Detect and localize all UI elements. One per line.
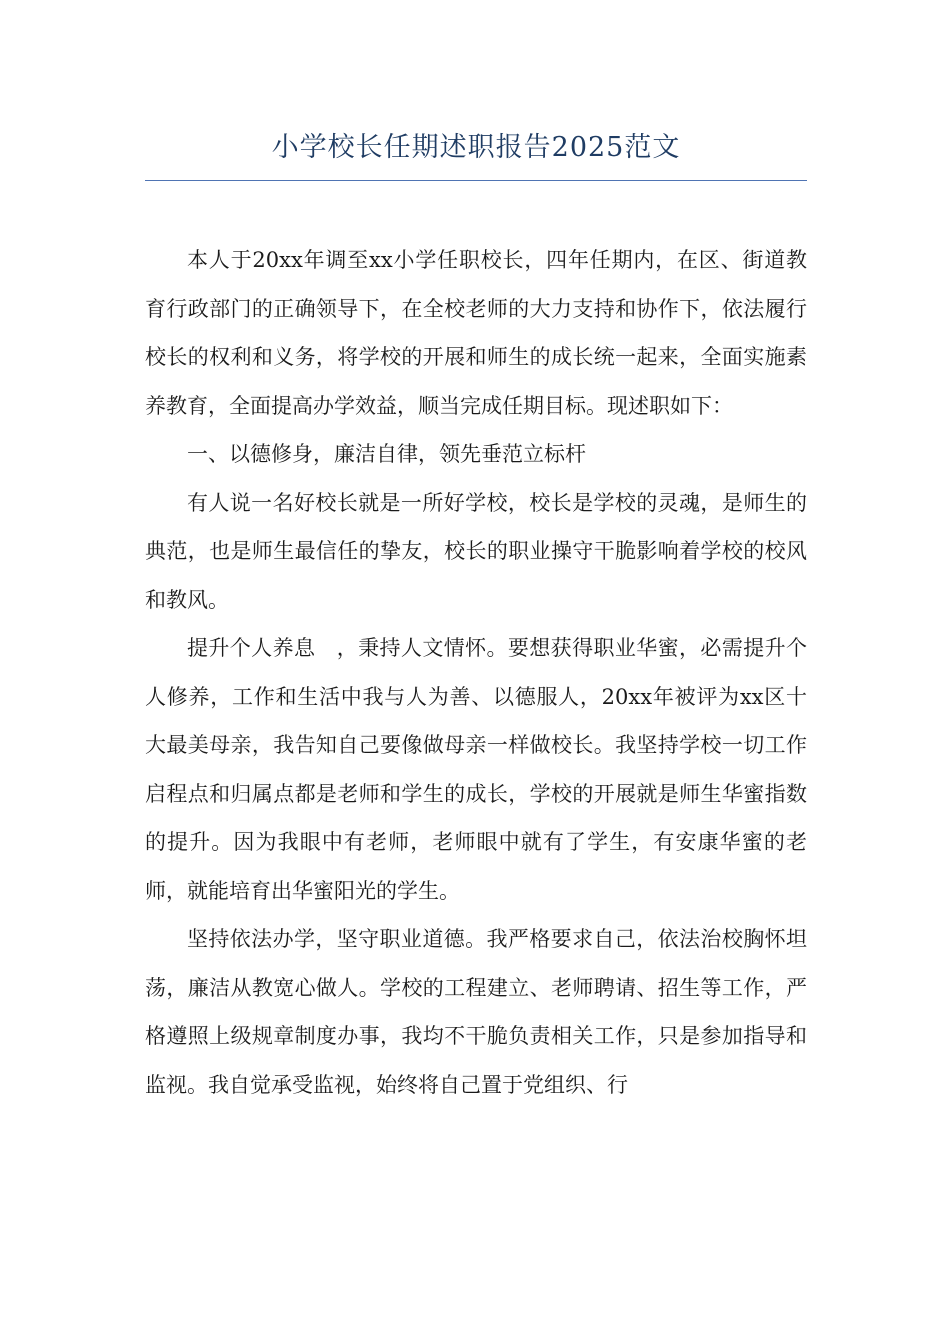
paragraph: 提升个人养息 ，秉持人文情怀。要想获得职业华蜜，必需提升个人修养，工作和生活中我与人为善、以德服人，20xx年被评为xx区十大最美母亲，我告知自己要像做母亲一样做校长。我坚持学校一切工作启程点和归属点都是老师和学生的成长，学校的开展就是师生华蜜指数的提升。因为我眼中有老师，老师眼中就有了学生，有安康华蜜的老师，就能培育出华蜜阳光的学生。 bbox=[145, 636, 807, 903]
paragraph: 坚持依法办学，坚守职业道德。我严格要求自己，依法治校胸怀坦荡，廉洁从教宽心做人。学校的工程建立、老师聘请、招生等工作，严格遵照上级规章制度办事，我均不干脆负责相关工作，只是参加指导和监视。我自觉承受监视，始终将自己置于党组织、行 bbox=[145, 927, 807, 1097]
paragraph: 本人于20xx年调至xx小学任职校长，四年任期内，在区、街道教育行政部门的正确领导下，在全校老师的大力支持和协作下，依法履行校长的权利和义务，将学校的开展和师生的成长统一起来，全面实施素养教育，全面提高办学效益，顺当完成任期目标。现述职如下： bbox=[145, 248, 807, 418]
section-heading: 一、以德修身，廉洁自律，领先垂范立标杆 bbox=[187, 442, 586, 466]
document-title: 小学校长任期述职报告2025范文 bbox=[271, 132, 681, 163]
paragraph: 有人说一名好校长就是一所好学校，校长是学校的灵魂，是师生的典范，也是师生最信任的挚友，校长的职业操守干脆影响着学校的校风和教风。 bbox=[145, 490, 807, 612]
title-underline bbox=[145, 180, 807, 181]
document-body bbox=[145, 236, 807, 1109]
